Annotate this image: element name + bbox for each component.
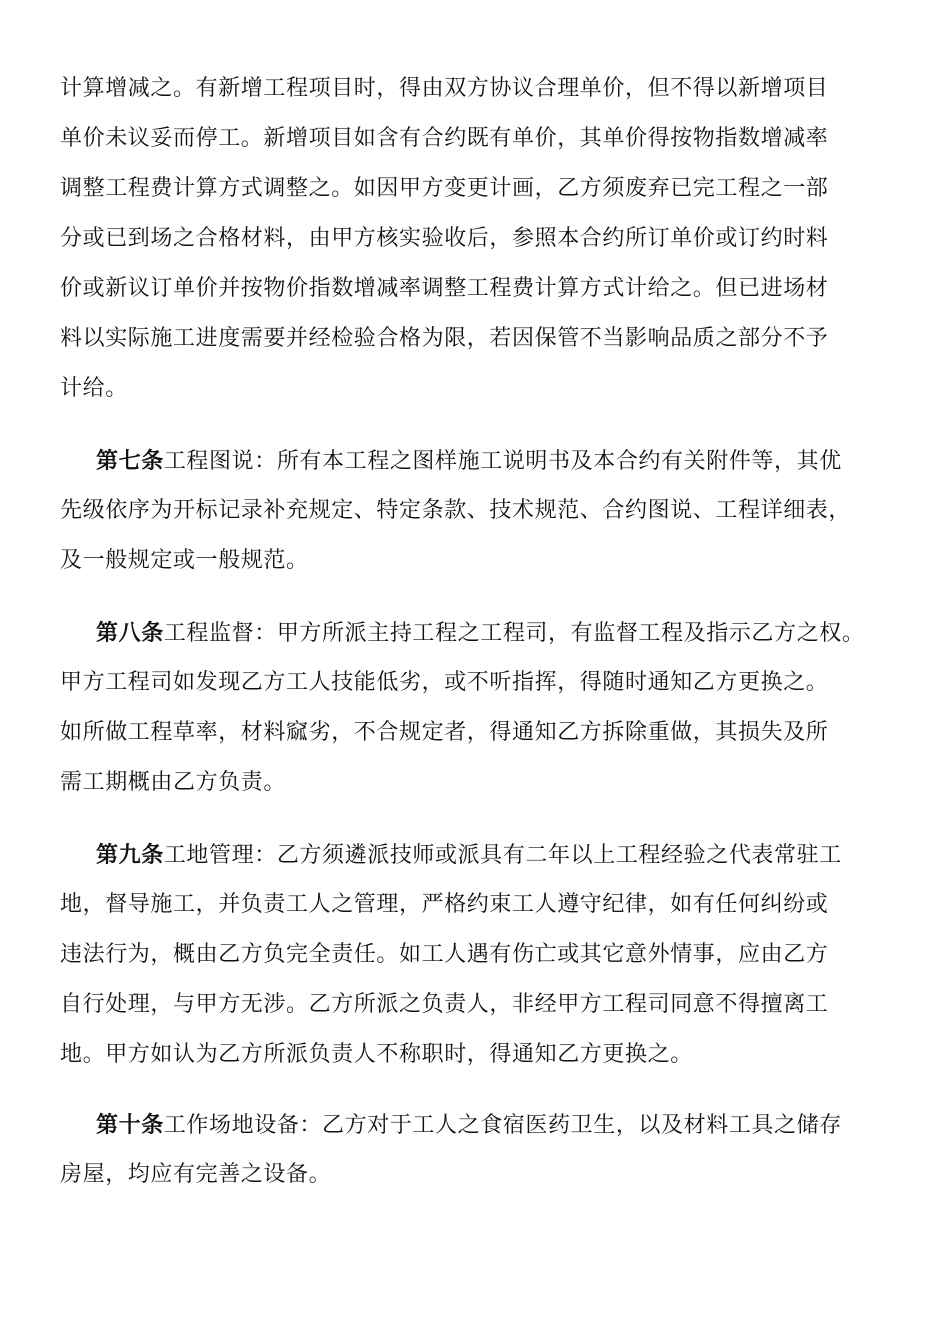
text-line: 计给。: [60, 376, 128, 401]
text-line: 房屋，均应有完善之设备。: [60, 1162, 332, 1187]
text-line: 自行处理，与甲方无涉。乙方所派之负责人，非经甲方工程司同意不得擅离工: [60, 992, 829, 1017]
text-line: 计算增减之。有新增工程项目时，得由双方协议合理单价，但不得以新增项目: [60, 76, 829, 101]
text-line: 及一般规定或一般规范。: [60, 548, 309, 573]
article-first-line: [96, 618, 864, 649]
text-line: 地，督导施工，并负责工人之管理，严格约束工人遵守纪律，如有任何纠纷或: [60, 892, 829, 917]
text-line: 料以实际施工进度需要并经检验合格为限，若因保管不当影响品质之部分不予: [60, 326, 829, 351]
article-title: 第七条: [96, 448, 164, 474]
article-first-line: [96, 840, 842, 871]
article-first-line-text: 工作场地设备：乙方对于工人之食宿医药卫生，以及材料工具之储存: [163, 1113, 842, 1138]
article-first-line: [96, 1110, 842, 1141]
article-first-line: [96, 446, 842, 477]
article-first-line-text: 工程图说：所有本工程之图样施工说明书及本合约有关附件等，其优: [163, 449, 842, 474]
text-line: 分或已到场之合格材料，由甲方核实验收后，参照本合约所订单价或订约时料: [60, 226, 829, 251]
article-first-line-text: 工程监督：甲方所派主持工程之工程司，有监督工程及指示乙方之权。: [163, 621, 865, 646]
text-line: 先级依序为开标记录补充规定、特定条款、技术规范、合约图说、工程详细表，: [60, 498, 852, 523]
text-line: 违法行为，概由乙方负完全责任。如工人遇有伤亡或其它意外情事，应由乙方: [60, 942, 829, 967]
text-line: 单价未议妥而停工。新增项目如含有合约既有单价，其单价得按物指数增减率: [60, 126, 829, 151]
article-title: 第九条: [96, 842, 164, 868]
article-title: 第八条: [96, 620, 164, 646]
article-first-line-text: 工地管理：乙方须遴派技师或派具有二年以上工程经验之代表常驻工: [163, 843, 842, 868]
text-line: 调整工程费计算方式调整之。如因甲方变更计画，乙方须废弃已完工程之一部: [60, 176, 829, 201]
text-line: 甲方工程司如发现乙方工人技能低劣，或不听指挥，得随时通知乙方更换之。: [60, 670, 829, 695]
text-line: 价或新议订单价并按物价指数增减率调整工程费计算方式计给之。但已进场材: [60, 276, 829, 301]
text-line: 如所做工程草率，材料窳劣，不合规定者，得通知乙方拆除重做，其损失及所: [60, 720, 829, 745]
article-title: 第十条: [96, 1112, 164, 1138]
text-line: 需工期概由乙方负责。: [60, 770, 287, 795]
text-line: 地。甲方如认为乙方所派负责人不称职时，得通知乙方更换之。: [60, 1042, 693, 1067]
